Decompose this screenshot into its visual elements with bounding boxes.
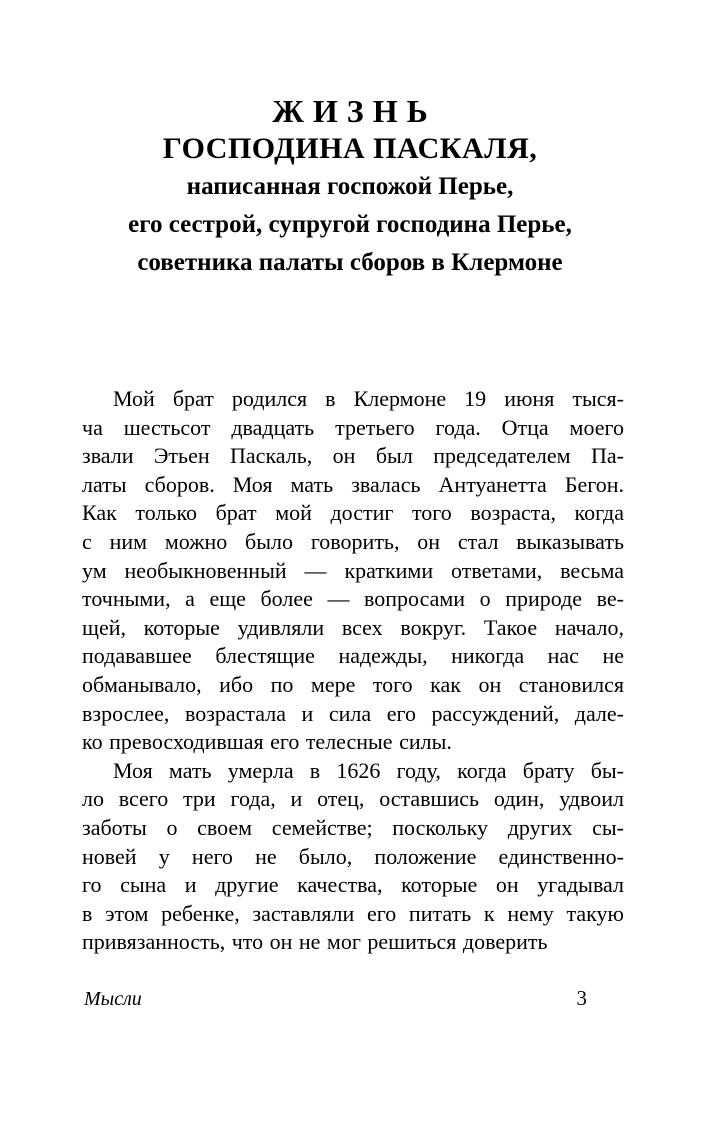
chapter-subtitle — [76, 168, 624, 282]
body-text-line: Как только брат мой достиг того возраста, когда — [82, 500, 624, 526]
body-text-line: латы сборов. Моя мать звалась Антуанетта Бегон. — [82, 471, 624, 497]
body-text-line: Моя мать умерла в 1626 году, когда брату бы- — [113, 757, 624, 783]
body-text-line: привязанность, что он не мог решиться доверить — [82, 929, 548, 955]
chapter-subtitle-line: написанная госпожой Перье, — [186, 173, 514, 200]
body-text-line: точными, а еще более — вопросами о природе ве- — [82, 586, 624, 612]
page-number: 3 — [576, 986, 587, 1010]
chapter-title — [76, 92, 624, 168]
body-text-line: Мой брат родился в Клермоне 19 июня тыся- — [113, 386, 624, 411]
body-text — [82, 385, 624, 957]
body-text-line: ло всего три года, и отец, оставшись один, удвоил — [82, 786, 624, 812]
body-text-line: новей у него не было, положение единственно- — [82, 843, 624, 869]
chapter-title-line: ЖИЗНЬ — [272, 93, 437, 129]
chapter-subtitle-line: советника палаты сборов в Клермоне — [137, 249, 563, 276]
chapter-heading — [76, 92, 624, 282]
body-text-line: в этом ребенке, заставляли его питать к нему такую — [82, 900, 624, 926]
chapter-title-line: ГОСПОДИНА ПАСКАЛЯ, — [162, 132, 538, 165]
body-text-line: го сына и другие качества, которые он угадывал — [82, 872, 624, 898]
body-text-line: щей, которые удивляли всех вокруг. Такое начало, — [82, 614, 624, 640]
body-text-line: заботы о своем семействе; поскольку других сы- — [82, 814, 624, 840]
body-text-line: обманывало, ибо по мере того как он становился — [82, 671, 624, 697]
body-text-line: ум необыкновенный — краткими ответами, весьма — [82, 557, 624, 583]
chapter-subtitle-line: его сестрой, супругой господина Перье, — [128, 211, 572, 238]
body-text-line: ко превосходившая его телесные силы. — [82, 729, 452, 755]
page-footer — [84, 986, 587, 1011]
body-text-line: с ним можно было говорить, он стал выказывать — [82, 528, 624, 554]
body-text-line: подававшее блестящие надежды, никогда нас не — [82, 643, 624, 669]
running-title: Мысли — [84, 988, 142, 1010]
body-text-line: ча шестьсот двадцать третьего года. Отца моего — [82, 414, 624, 440]
body-text-line: звали Этьен Паскаль, он был председателем Па- — [82, 443, 624, 469]
body-text-line: взрослее, возрастала и сила его рассуждений, дале- — [82, 700, 624, 726]
